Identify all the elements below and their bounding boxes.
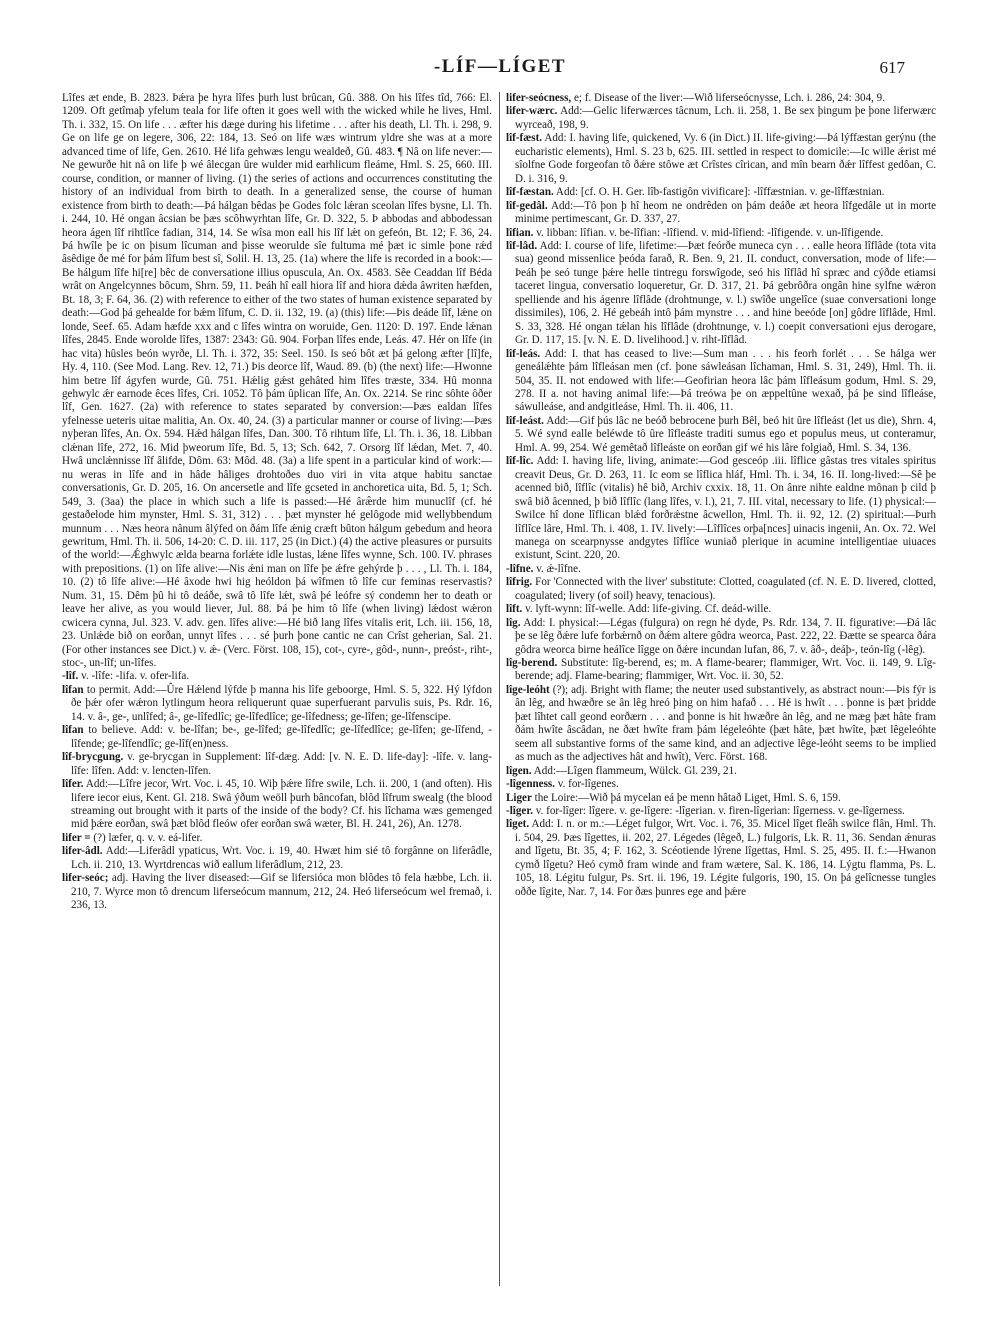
entry-text: Add: I. physical:—Légas (fulgura) on regn hé dyde, Ps. Rdr. 134, 7. II. figurative:—Ðá lâc þe se lêg ðǽre lufe forbǽrnð on ðǽm altere gôdra weorca, Past. 222, 22. Ðætte se spearca ðára gôdra weorca birne heálîce lîgge on ðǽre incundan lufan, 86, 7. v. âð-, deáþ-, teón-lîg (-lêg). — [515, 616, 936, 656]
running-head: -LÍF—LÍGET — [433, 56, 567, 77]
entry-headword: lifer-seóc; — [62, 872, 109, 885]
entry-headword: lîft. — [506, 603, 523, 616]
dictionary-entry — [506, 227, 936, 240]
dictionary-entry — [62, 778, 492, 832]
entry-headword: -lîf. — [62, 670, 79, 683]
entry-text: v. lyft-wynn: lîf-welle. Add: life-giving. Cf. deád-wille. — [522, 603, 772, 616]
entry-text: Add: I. course of life, lifetime:—Þæt feórðe muneca cyn . . . ealle heora lîflâde (tota vita sua) geond missenlice þeóda farað, R. Ben. 9, 21. II. conduct, conversation, mode of life:—Þeáh þe seó tunge þǽre helle tintregu forswîgode, seó his lîflâd hî spræc and cýðde etiamsi taceret lingua, conversatio loqueretur, Gr. D. 317, 21. Þá gebrôðra ongân hine sylfne wǽron spelliende and his ágenre lîflâde (drohtnunge, v. l.) swîðe ungelîce (suae conversationi longe dissimiles), 106, 2. Hé gebeáh intô þám mynstre . . . and hine beeóde [on] gôdre lîflâde, Hml. S. 33, 328. Hé ongan tǽlan his lîflâde (drohtnunge, v. l.) coepit conversationi ejus derogare, Gr. D. 117, 15. [v. N. E. D. livelihood.] v. riht-lîflâd. — [515, 239, 936, 347]
entry-text: v. libban: lîfian. v. be-lîfian: -lîfiend. v. mid-lîfiend: -lîfigende. v. un-lîfigende. — [533, 226, 884, 239]
dictionary-entry — [506, 778, 936, 791]
dictionary-entry — [506, 563, 936, 576]
entry-text: Add:—Lîfre jecor, Wrt. Voc. i. 45, 10. Wiþ þǽre lîfre swile, Lch. ii. 200, 1 (and often). His lifere iecor eius, Kent. Gl. 218. Swâ ýðum weöll þurh bânсofan, blôd lîfrum swealg (the blood streaming out brought with it parts of the inside of the body? Cf. his lîchama wæs gemenged mid þǽre eorðan, swâ þæt blôd fleów ofer eorðan swâ wæter, Bl. H. 241, 26), An. 1278. — [71, 778, 492, 831]
dictionary-entry — [506, 186, 936, 199]
entry-headword: Liger — [506, 791, 532, 804]
dictionary-entry — [506, 455, 936, 563]
entry-text: Add:—Gelic liferwærces tâcnum, Lch. ii. 258, 1. Be sex þingum þe þone liferwærc wyrceað, 198, 9. — [515, 105, 936, 131]
entry-text: Add: I. having life, quickened, Vy. 6 (in Dict.) II. life-giving:—Þá lýffæstan gerýnu (the eucharistic elements), Hml. S. 23 b, 625. III. settled in respect to domicile:—Ic wille ǽrist mé sîolfne Gode forgeofan tô ðǽre stôwe æt Crîstes cîrican, and mîn bearn ðǽr lîffest gedôan, C. D. i. 316, 9. — [515, 132, 936, 185]
entry-headword: lifer-wærc. — [506, 105, 558, 118]
dictionary-entry — [62, 832, 492, 845]
column-divider — [499, 92, 500, 1286]
page-header — [95, 54, 905, 84]
entry-headword: lîf-lâd. — [506, 239, 538, 252]
dictionary-entry — [62, 751, 492, 778]
entry-text: v. ǽ-lîfne. — [533, 562, 581, 575]
entry-headword: lîget. — [506, 818, 530, 831]
entry-text: v. for-lîger: lîgere. v. ge-lîgere: -lîgerian. v. firen-lîgerian: lîgerness. v. ge-lîgerness. — [533, 805, 905, 818]
entry-headword: lîfian. — [506, 226, 534, 239]
entry-headword: lîfer. — [62, 778, 84, 791]
entry-text: Add:—Gif þús lâc ne beóð bebrocene þurh Bêl, beó hit ûre lîfleást (let us die), Shrn. 4, 5. Wé synd ealle beléwde tô ûre lîfleáste traditi sumus ego et populus meus, ut conteramur, Hml. A. 99, 254. Wé gemêtað lîfleáste on eorðan gif wé his lâre folgiað, Hml. S. 34, 136. — [515, 414, 936, 454]
dictionary-entry — [506, 818, 936, 899]
entry-text: adj. Having the liver diseased:—Gif se lifersióca mon blôdes tô fela hæbbe, Lch. ii. 210, 7. Wyrce mon tô drencum lifersеócum mannum, 212, 24. Heó lifersеócum wel fremað, i. 236, 13. — [71, 872, 492, 912]
entry-headword: lîf-leás. — [506, 347, 541, 360]
entry-text: For 'Connected with the liver' substitute: Clotted, coagulated (cf. N. E. D. livered, clotted, coagulated; livery (of soil) heavy, tenacious). — [515, 576, 936, 602]
entry-headword: lîf-gedâl. — [506, 199, 548, 212]
dictionary-entry — [506, 657, 936, 684]
dictionary-entry — [506, 576, 936, 603]
dictionary-entry — [62, 92, 492, 670]
entry-text: to believe. Add: v. be-lîfan; be-, ge-lîfed; ge-lîfedlîc; ge-lîfedlîce; ge-lîfen; ge-lîfend, -lîfende; ge-lîfendlîc; ge-lîf(en)ness. — [71, 724, 492, 750]
entry-text: v. -lîfe: -lifa. v. ofer-lifa. — [78, 670, 190, 683]
entry-text: to permit. Add:—Ûre Hǽlend lýfde þ manna his lîfe geboorge, Hml. S. 5, 322. Hý lýfdon ðe þǽr ofer wǽron lytlingum heora reliquerunt quae superfuerant parvulis suis, Ps. Rdr. 16, 14. v. â-, ge-, unlîfed; â-, ge-lîfedlîc; ge-lîfedlîce; ge-lîfedness; ge-lîfen; ge-lîfenscipe. — [71, 683, 492, 723]
right-column — [506, 92, 936, 1306]
entry-headword: -lîgenness. — [506, 778, 556, 791]
entry-text: Add:—Liferâdl ypaticus, Wrt. Voc. i. 19, 40. Hwæt him sié tô forgânne on liferâdle, Lch. ii. 210, 13. Wyrtdrencas wið eallum liferâdlum, 212, 23. — [71, 845, 492, 871]
dictionary-entry — [506, 415, 936, 455]
dictionary-entry — [506, 92, 936, 105]
entry-text: Add: I. having life, living, animate:—God gesceóp .iii. lîflice gâstas tres vitales spiritus creavit Deus, Gr. D. 263, 11. Ic eom se lîflica hláf, Hml. Th. i. 34, 16. II. long-lived:—Sê þe acenned bið, lîflîc (vitalis) hê bið, Archiv cxxix. 18, 11. On ânre nihte ealdne mônan þ cild þ swâ bið âcenned, þ bið lîflîc (lang lîfes, v. l.), 21, 7. III. vital, necessary to life. (1) physical:—Swilce hî done lîflican blǽd forðrǽstne âcwellon, Hml. Th. ii. 92, 12. (2) spiritual:—Þurh lîflîce lâre, Hml. Th. i. 408, 1. IV. lively:—Lîflîces orþa[nces] uinacis ingenii, An. Ox. 72. Wel manega on scearpnysse andgytes lîflîce wuniað plerique in acumine intelligentiae uiuaces existunt, Scint. 220, 20. — [515, 455, 936, 562]
entry-headword: lîf-leást. — [506, 414, 544, 427]
entry-headword: lifer-seócness, — [506, 92, 572, 104]
dictionary-entry — [62, 684, 492, 724]
entry-headword: lîgen. — [506, 764, 532, 777]
dictionary-entry — [506, 684, 936, 765]
entry-headword: lîf-brycgung. — [62, 751, 124, 764]
dictionary-entry — [506, 792, 936, 805]
entry-text: the Loire:—Wið þá mycelan eá þe menn hâtað Liget, Hml. S. 6, 159. — [531, 791, 841, 804]
entry-text: Lîfes æt ende, B. 2823. Þǽra þe hyra lîfes þurh lust brûcan, Gû. 388. On his lîfes tîd, 766: El. 1209. Oft getîmaþ yfelum teala for life often it goes well with the wicked while he lives, Hml. Th. i. 332, 15. On life . . . æfter his dæge during his lifetime . . . after his death, Ll. Th. i. 298, 9. Ge on life ge on legere, 306, 22: 184, 13. Seó on life wæs wintrum yldre she was at a more advanced time of life, Gen. 2610. Hé lifa gehwæs lengu wealdeð, Gû. 483. ¶ Nâ on life never:—Ne gewurðe hit nâ on life þ wé âlecgan ûre wulder mid earhlicum fleáme, Hml. S. 25, 660. III. course, condition, or manner of living. (1) the series of actions and occurrences constituting the history of an individual from birth to death. In a generalized sense, the course of human existence from birth to death:—Þá hálgan bêdas þe Godes folc lǽran sceolan lîfes bysne, Ll. Th. i. 244, 10. Hé ongan âcsian be þæs scôhwyrhtan lîfe, Gr. D. 322, 5. Þ abbodas and abbodessan heora ágen lîf rihtlîce fadian, 314, 14. Se wîsa mon eall his lîf lǽt on gefeón, Bt. 12; F. 36, 24. Þá hwîle þe ic on þisum lîcuman and þisse weoruldе sîe fultuma mé þæt ic simle þone rǽd âsêdige ðe mé for þám lîfum best sî, Solil. H. 13, 25. (1a) where the life is recorded in a book:—Be hálgum lîfe hi[re] bêc de conversatione illius opuscula, An. Ox. 4583. Sêe Ceaddan lîf Béda wrât on Angelcynnes bôcum, Shrn. 59, 11. Þeáh hî eall hiora lîf and hiora dǽda âwriten hæfden, Bt. 18, 3; F. 64, 36. (2) with reference to either of the two states of human existence separated by death:—God þá gehealde for bǽm lîfum, C. D. ii. 132, 19. (a) (this) life:—Þis deáde lîf, lǽne on londe, Seef. 65. Adam hæfde xxx and c lîfes wintra on woruide, Gen. 1120: D. 197. Ende lǽnan lîfes, 2845. Ende woroldе lîfes, 1387: 2343: Gû. 904. Forþan lîfes ende, Leás. 47. Hér on lîfe (in hac vita) hûsles beón wyrðe, Ll. Th. i. 372, 35: Seel. 150. Is seó bôt æt þá gelong æfter [lî]fe, Hy. 4, 110. (See Mod. Lang. Rev. 12, 71.) Þis deorce lîf, Waud. 89. (b) (the next) life:—Hwonne him betre lîf ágyfen wurde, Gû. 751. Hǽlig gǽst gehâted him lîfes træste, 334. Hû monna gehwylc ǽr earnode êces lîfes, Cri. 1052. Tô þám ûplican lîfe, An. Ox. 2214. Se rinc sôhte ôðer lîf, Gen. 1627. (2a) with reference to states separated by conversion:—Þæs ealdan lîfes yfelnesse ueteris uitae malitia, An. Ox. 40, 24. (3) a particular manner or course of living:—Þæs nyþeran lîfes, An. Ox. 594. Hǽd hálgan lîfes, Dan. 300. Tô rihtum lîfe, Ll. Th. i. 36, 18. Libban clǽnan lîfe, 272, 16. Mid þweorum lîfe, Bd. 5, 13; Sch. 642, 7. Orsorg lîf lǽdan, Met. 7, 40. Hwâ unclǽnnisse lîf âlifde, Dôm. 63: Môd. 48. (3a) a life spent in a particular kind of work:—nu weras in lîfe and in hâde hâliges drohtoðes duo viri in vita atque habitu sanctae conversationis, Gr. D. 205, 16. On ancersetle and lîfe gcseted in anchoretica uita, Bd. 5, 1; Sch. 549, 3. (3aa) the place in which such a life is passed:—Hé âræ̂rde him munuclîf (cf. hé gestaðelode him mynster, Hml. S. 31, 312) . . . þæt mynster hé gelôgode mid wellybbendum munnum . . . Næs heora nânum âlýfed on ðám lîfe ǽnig cræft bûton hálgum gebedum and heora gewritum, Hml. Th. ii. 506, 14-20: C. D. iii. 117, 25 (in Dict.) (4) the active pleasures or pursuits of the world:—Ǽghwylc ælda bearna forlǽte idle lustas, lǽne lîfes wynne, Sch. 100. IV. phrases with prepositions. (1) on lîfe alive:—Nis ǽni man on lîfe þe ǽfre gehýrde þ . . . , Ll. Th. i. 184, 10. (2) tô lîfe alive:—Hé âxode hwi hig heóldon þá wîfmen tô lîfe cur feminas reservastis? Num. 31, 15. Dêm þû hi tô deáðe, swâ tô lîfe lǽt, swâ þé leófre sý condemn her to death or leave her alive, as you would liever, Jul. 88. Þá þe him tô lîfe (when living) lǽdost wǽron cwicera cynna, Jul. 323. V. adv. gen. lîfes alive:—Hé bið lang lîfes vitalis erit, Lch. iii. 156, 18, 23. Unlǽde bið on eorðan, unnyt lîfes . . . sé þurh þone cantic ne can Crîst geherian, Sal. 21. (For other instances see Dict.) v. ǽ- (Verc. Först. 108, 15), cot-, cyre-, gôd-, nunn-, preóst-, riht-, stoc-, un-lîf; un-lîfes. — [62, 92, 492, 670]
entry-headword: lîfan — [62, 683, 84, 696]
dictionary-entry — [506, 617, 936, 657]
dictionary-entry — [506, 200, 936, 227]
entry-text: v. ge-brycgan in Supplement: lîf-dæg. Add: [v. N. E. D. life-day]: -lîfe. v. lang-lîfe: lîfen. Add: v. lencten-lîfen. — [71, 751, 492, 777]
entry-headword: lîfan — [62, 724, 84, 737]
entry-text: Add: I. that has ceased to live:—Sum man . . . his feorh forlét . . . Se hálga wer geneálǽhte þám lîfleásan men (cf. þone sáwleásan lîchaman, Hml. S. 31, 249), Hml. Th. ii. 504, 35. II. not endowed with life:—Geofirian heora lâc þám lîfleásum godum, Hml. S. 29, 278. II a. not having animal life:—Þá treówa þe on æppeltûne wexað, þá þe sind lîfleáse, sáwulleáse, and andgitleáse, Hml. Th. ii. 406, 11. — [515, 347, 936, 414]
entry-text: Add:—Tô þon þ hî heom ne ondrêden on þám deáðe æt heora lîfgedâle ut in morte minime pertimescant, Gr. D. 337, 27. — [515, 199, 936, 226]
entry-text: e; f. Disease of the liver:—Wið lifersеócnysse, Lch. i. 286, 24: 304, 9. — [571, 92, 886, 104]
dictionary-entry — [506, 240, 936, 348]
entry-headword: lifer = — [62, 831, 91, 844]
dictionary-entry — [506, 348, 936, 415]
dictionary-entry — [506, 603, 936, 616]
dictionary-entry — [62, 845, 492, 872]
entry-headword: lîg-berend. — [506, 657, 558, 670]
entry-headword: lîge-leóht — [506, 683, 550, 696]
dictionary-entry — [62, 872, 492, 912]
entry-text: (?); adj. Bright with flame; the neuter used substantively, as abstract noun:—Þis fýr is ân lêg, and hwæðre se ân lêg hreó þing on him hafað . . . Hé is hwît . . . þonne is þæt þridde þæt lîhtet call geond eorðærn . . . and þonne is hit hwæðre ân lêg, and ne mæg þæt hâte fram ðám hwîte âscâdan, ne ðæt hwîte fram þám légeleóhte (þæt hâte, þæt hwîte, þæt lêgeleóhte seem all substantive forms of the same kind, and an adjective lêge-leóht seems to be implied as much as the adjectives hât and hwît), Verc. Först. 168. — [515, 683, 936, 764]
entry-headword: -lîfne. — [506, 562, 534, 575]
dictionary-entry — [62, 670, 492, 683]
entry-text: Add:—Lîgen flammeum, Wülck. Gl. 239, 21. — [531, 764, 737, 777]
dictionary-entry — [506, 765, 936, 778]
left-column — [62, 92, 492, 1306]
entry-headword: -lîger. — [506, 805, 534, 818]
entry-text: Add: [cf. O. H. Ger. lîb-fastigôn vivificare]: -lîffæstnian. v. ge-lîffæstnian. — [553, 186, 885, 199]
dictionary-entry — [506, 132, 936, 186]
dictionary-entry — [62, 724, 492, 751]
dictionary-entry — [506, 805, 936, 818]
entry-text: (?) læfer, q. v. v. eá-lifer. — [90, 831, 203, 844]
entry-headword: lîf-lîc. — [506, 455, 534, 468]
entry-headword: lifer-âdl. — [62, 845, 103, 858]
entry-headword: lîf-fæst. — [506, 132, 543, 145]
page-number: 617 — [879, 58, 905, 77]
entry-headword: lîfrig. — [506, 576, 533, 589]
dictionary-entry — [506, 105, 936, 132]
entry-text: Add: I. n. or m.:—Léget fulgor, Wrt. Voc. i. 76, 35. Micel lîget fleâh swilce flân, Hml. Th. i. 504, 29. Þæs lîgettes, ii. 202, 27. Légedes (lêgeð, L.) fulgoris, Lk. R. 11, 36. Sendan ǽnuras and lîgetu, Bt. 35, 4; F. 162, 3. Scéotiende lýrene lîgettas, Hml. S. 25, 495. II. f.:—Hwanon cymð lîgetu? Heó cymð fram winde and fram wætere, Sal. K. 186, 14. Lýgtu flamma, Ps. L. 105, 18. Légitu fulgur, Ps. Srt. ii. 196, 19. Légite fulgoris, 190, 15. On þá gelîcnesse tungles oððe lîgite, Nar. 7, 14. For ðæs þunres ege and þǽre — [515, 818, 936, 898]
entry-headword: lîf-fæstan. — [506, 186, 554, 199]
entry-text: Substitute: lîg-berend, es; m. A flame-bearer; flammiger, Wrt. Voc. ii. 149, 9. Lîg-berende; adj. Flame-bearing; flammiger, Wrt. Voc. ii. 30, 52. — [515, 657, 936, 683]
entry-headword: lîg. — [506, 616, 521, 629]
entry-text: v. for-lîgenes. — [555, 778, 619, 791]
